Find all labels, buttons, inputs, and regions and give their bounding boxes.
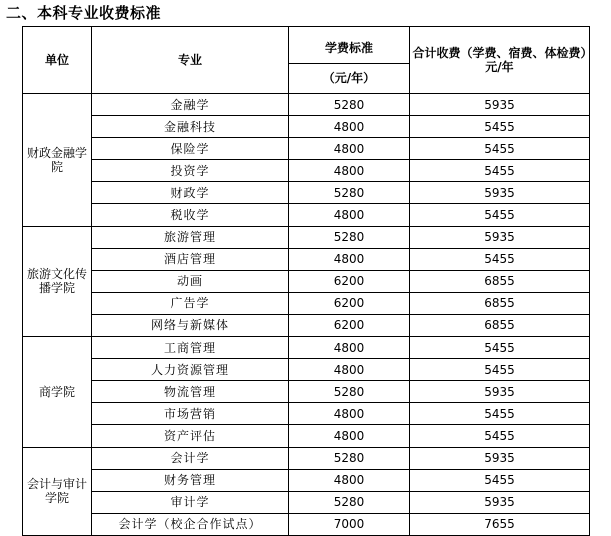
- dept-cell: 旅游文化传播学院: [23, 226, 92, 336]
- tuition-cell: 4800: [289, 116, 410, 138]
- table-row: [23, 204, 590, 226]
- total-cell: 6855: [410, 270, 590, 292]
- tuition-cell: 4800: [289, 425, 410, 447]
- tuition-cell: 5280: [289, 381, 410, 403]
- table-row: [23, 94, 590, 116]
- header-unit: 单位: [23, 27, 92, 94]
- tuition-cell: 4800: [289, 138, 410, 160]
- table-row: [23, 226, 590, 248]
- total-cell: 5455: [410, 248, 590, 270]
- dept-cell: 财政金融学院: [23, 94, 92, 227]
- tuition-cell: 5280: [289, 182, 410, 204]
- total-cell: 5455: [410, 359, 590, 381]
- total-cell: 6855: [410, 314, 590, 336]
- table-row: [23, 425, 590, 447]
- table-row: [23, 513, 590, 535]
- total-cell: 5455: [410, 337, 590, 359]
- table-row: [23, 491, 590, 513]
- major-cell: 市场营销: [92, 403, 289, 425]
- table-row: [23, 138, 590, 160]
- table-row: [23, 292, 590, 314]
- tuition-cell: 4800: [289, 204, 410, 226]
- tuition-cell: 4800: [289, 403, 410, 425]
- total-cell: 5455: [410, 469, 590, 491]
- total-cell: 5935: [410, 447, 590, 469]
- table-row: [23, 116, 590, 138]
- table-row: [23, 447, 590, 469]
- major-cell: 资产评估: [92, 425, 289, 447]
- total-cell: 5935: [410, 94, 590, 116]
- major-cell: 保险学: [92, 138, 289, 160]
- header-total: 合计收费（学费、宿费、体检费）元/年: [410, 27, 590, 94]
- table-row: [23, 314, 590, 336]
- tuition-cell: 4800: [289, 359, 410, 381]
- total-cell: 5935: [410, 182, 590, 204]
- major-cell: 人力资源管理: [92, 359, 289, 381]
- table-row: [23, 337, 590, 359]
- major-cell: 网络与新媒体: [92, 314, 289, 336]
- table-row: [23, 182, 590, 204]
- table-row: [23, 270, 590, 292]
- tuition-cell: 4800: [289, 337, 410, 359]
- tuition-cell: 4800: [289, 469, 410, 491]
- table-row: [23, 248, 590, 270]
- major-cell: 金融科技: [92, 116, 289, 138]
- major-cell: 会计学（校企合作试点）: [92, 513, 289, 535]
- tuition-cell: 6200: [289, 292, 410, 314]
- total-cell: 5935: [410, 226, 590, 248]
- major-cell: 旅游管理: [92, 226, 289, 248]
- total-cell: 6855: [410, 292, 590, 314]
- header-tuition: [289, 27, 410, 94]
- tuition-cell: 5280: [289, 491, 410, 513]
- major-cell: 会计学: [92, 447, 289, 469]
- major-cell: 财务管理: [92, 469, 289, 491]
- total-cell: 5935: [410, 491, 590, 513]
- tuition-cell: 5280: [289, 94, 410, 116]
- major-cell: 物流管理: [92, 381, 289, 403]
- major-cell: 金融学: [92, 94, 289, 116]
- total-cell: 5455: [410, 116, 590, 138]
- tuition-cell: 5280: [289, 226, 410, 248]
- header-tuition-unit: （元/年）: [322, 71, 376, 86]
- total-cell: 5935: [410, 381, 590, 403]
- table-row: [23, 381, 590, 403]
- major-cell: 投资学: [92, 160, 289, 182]
- total-cell: 5455: [410, 160, 590, 182]
- fee-table-body: [23, 94, 590, 536]
- tuition-cell: 7000: [289, 513, 410, 535]
- tuition-cell: 6200: [289, 314, 410, 336]
- tuition-cell: 4800: [289, 160, 410, 182]
- header-tuition-label: 学费标准: [289, 27, 409, 64]
- total-cell: 5455: [410, 425, 590, 447]
- dept-cell: 商学院: [23, 337, 92, 447]
- fee-table: [22, 26, 590, 536]
- table-row: [23, 359, 590, 381]
- major-cell: 工商管理: [92, 337, 289, 359]
- total-cell: 5455: [410, 138, 590, 160]
- tuition-cell: 4800: [289, 248, 410, 270]
- major-cell: 动画: [92, 270, 289, 292]
- major-cell: 酒店管理: [92, 248, 289, 270]
- major-cell: 审计学: [92, 491, 289, 513]
- table-row: [23, 469, 590, 491]
- header-row: [23, 27, 590, 94]
- page-title: 二、本科专业收费标准: [6, 4, 162, 22]
- major-cell: 税收学: [92, 204, 289, 226]
- major-cell: 财政学: [92, 182, 289, 204]
- tuition-cell: 6200: [289, 270, 410, 292]
- dept-cell: 会计与审计学院: [23, 447, 92, 535]
- major-cell: 广告学: [92, 292, 289, 314]
- total-cell: 5455: [410, 204, 590, 226]
- table-row: [23, 403, 590, 425]
- total-cell: 5455: [410, 403, 590, 425]
- tuition-cell: 5280: [289, 447, 410, 469]
- total-cell: 7655: [410, 513, 590, 535]
- table-row: [23, 160, 590, 182]
- header-major: 专业: [92, 27, 289, 94]
